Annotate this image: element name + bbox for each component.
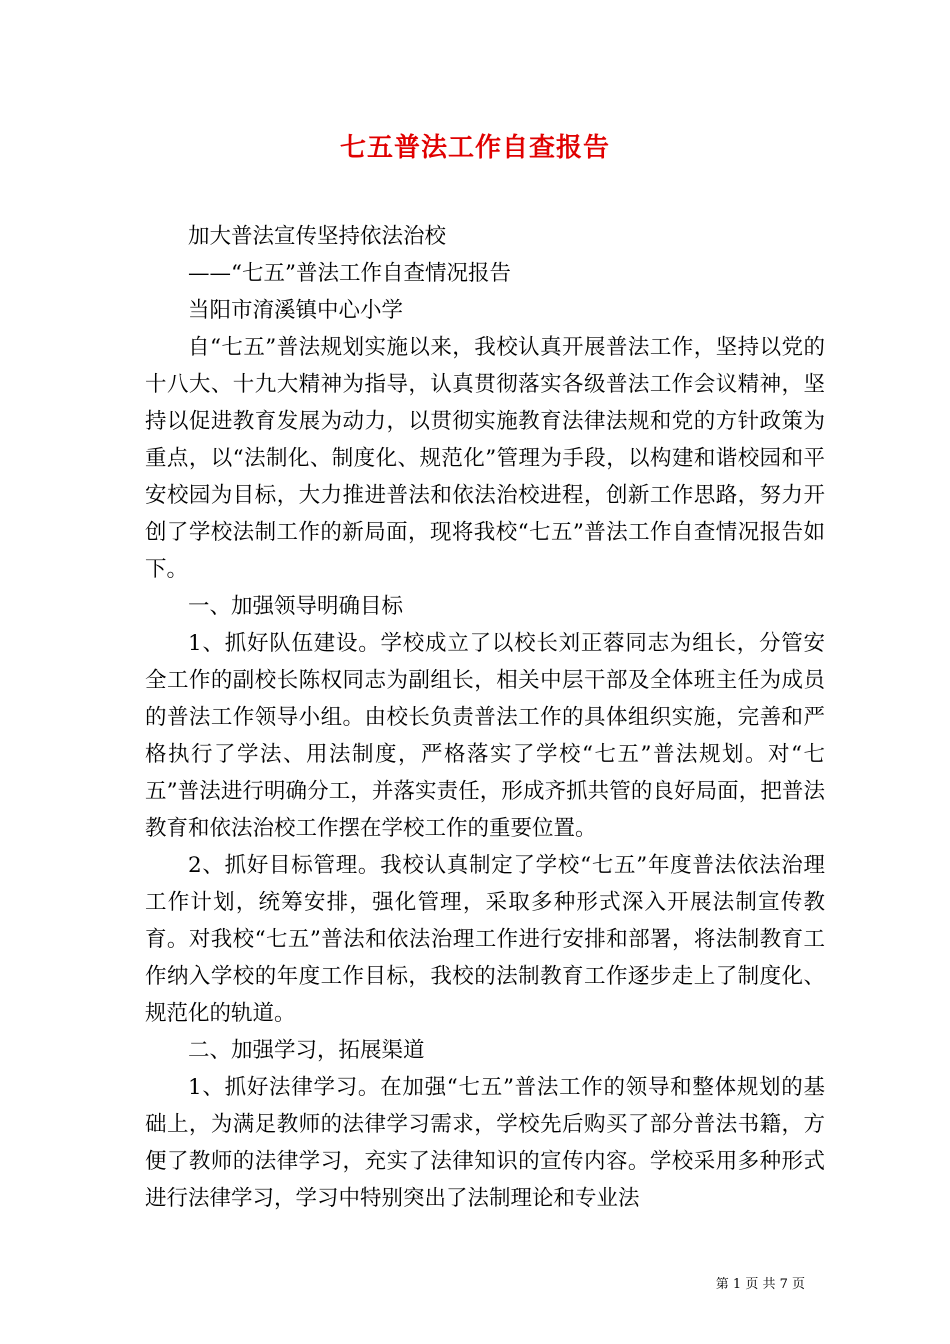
page-number: 第 1 页 共 7 页 [715, 1277, 805, 1292]
page-title: 七五普法工作自查报告 [339, 133, 610, 163]
paragraph-goal-management: 2、抓好目标管理。我校认真制定了学校“七五”年度普法依法治理工作计划，统筹安排，强化管理，采取多种形式深入开展法制宣传教育。对我校“七五”普法和依法治理工作进行安排和部署，将法制教育工作纳入学校的年度工作目标，我校的法制教育工作逐步走上了制度化、规范化的轨道。 [145, 853, 825, 1026]
paragraph-subheading: ——“七五”普法工作自查情况报告 [188, 261, 511, 286]
paragraph-intro: 自“七五”普法规划实施以来，我校认真开展普法工作，坚持以党的十八大、十九大精神为指导，认真贯彻落实各级普法工作会议精神，坚持以促进教育发展为动力，以贯彻实施教育法律法规和党的方针政策为重点，以“法制化、制度化、规范化”管理为手段，以构建和谐校园和平安校园为目标，大力推进普法和依法治校进程，创新工作思路，努力开创了学校法制工作的新局面，现将我校“七五”普法工作自查情况报告如下。 [145, 335, 825, 582]
paragraph-author: 当阳市淯溪镇中心小学 [188, 298, 404, 323]
paragraph-heading: 加大普法宣传坚持依法治校 [188, 224, 447, 249]
paragraph-legal-study: 1、抓好法律学习。在加强“七五”普法工作的领导和整体规划的基础上，为满足教师的法律学习需求，学校先后购买了部分普法书籍，方便了教师的法律学习，充实了法律知识的宣传内容。学校采用多种形式进行法律学习，学习中特别突出了法制理论和专业法 [145, 1075, 825, 1211]
section-heading-1: 一、加强领导明确目标 [188, 594, 404, 619]
section-heading-2: 二、加强学习，拓展渠道 [188, 1038, 425, 1063]
paragraph-team-building: 1、抓好队伍建设。学校成立了以校长刘正蓉同志为组长，分管安全工作的副校长陈权同志为副组长，相关中层干部及全体班主任为成员的普法工作领导小组。由校长负责普法工作的具体组织实施，完善和严格执行了学法、用法制度，严格落实了学校“七五”普法规划。对“七五”普法进行明确分工，并落实责任，形成齐抓共管的良好局面，把普法教育和依法治校工作摆在学校工作的重要位置。 [145, 631, 825, 841]
document-body [145, 218, 825, 1217]
